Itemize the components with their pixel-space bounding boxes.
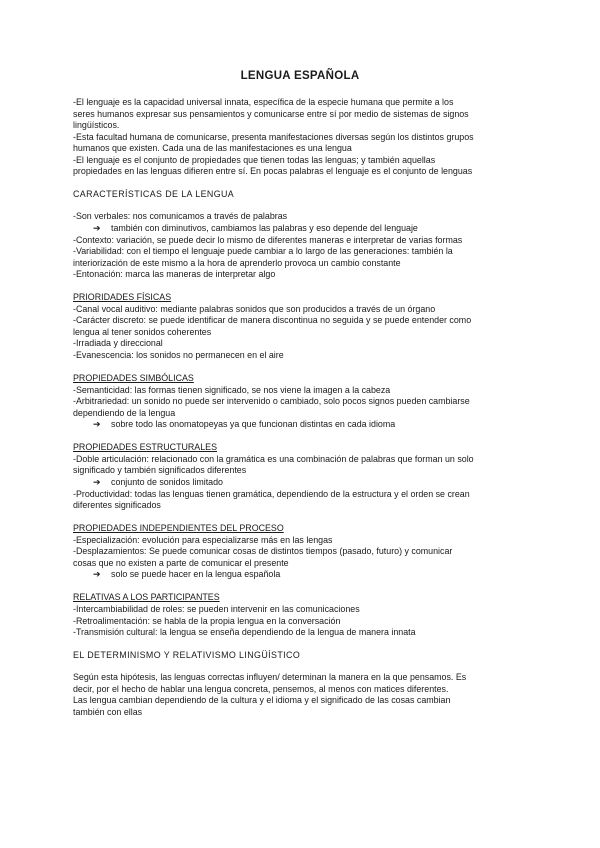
arrow-bullet-icon: ➔ — [93, 419, 101, 430]
arrow-bullet-line — [73, 569, 543, 581]
section-heading: PROPIEDADES INDEPENDIENTES DEL PROCESO — [73, 523, 284, 534]
text-line: -Doble articulación: relacionado con la gramática es una combinación de palabras que forman un solo — [73, 453, 474, 464]
text-line: -Son verbales: nos comunicamos a través de palabras — [73, 211, 288, 222]
text-line: cosas que no existen a parte de comunicar el presente — [73, 557, 289, 568]
document-body — [73, 97, 543, 718]
text-line: decir, por el hecho de hablar una lengua concreta, pensemos, al menos con matices diferentes. — [73, 683, 449, 694]
text-line: -Intercambiabilidad de roles: se pueden intervenir en las comunicaciones — [73, 604, 360, 615]
text-line: -Retroalimentación: se habla de la propia lengua en la conversación — [73, 615, 341, 626]
text-line: -Arbitrariedad: un sonido no puede ser intervenido o cambiado, solo pocos signos pueden cambiarse — [73, 396, 470, 407]
section-heading: PRIORIDADES FÍSICAS — [73, 292, 172, 303]
section-heading: RELATIVAS A LOS PARTICIPANTES — [73, 592, 220, 603]
text-line: -Carácter discreto: se puede identificar de manera discontinua no seguida y se puede entender como — [73, 315, 472, 326]
arrow-bullet-line — [73, 477, 543, 489]
text-line: -Irradiada y direccional — [73, 338, 163, 349]
text-line: -Entonación: marca las maneras de interpretar algo — [73, 269, 276, 280]
intro-line: propiedades en las lenguas difieren entre sí. En pocas palabras el lenguaje es el conjunto de lenguas — [73, 166, 473, 177]
text-line: -Canal vocal auditivo: mediante palabras sonidos que son producidos a través de un órgano — [73, 303, 436, 314]
text-line: significado y también significados diferentes — [73, 465, 247, 476]
text-line: interiorización de este mismo a la hora de aprenderlo provoca un cambio constante — [73, 257, 401, 268]
spacer — [73, 581, 543, 593]
spacer — [73, 639, 543, 651]
arrow-bullet-icon: ➔ — [93, 477, 101, 487]
spacer — [73, 512, 543, 524]
section-heading: PROPIEDADES SIMBÓLICAS — [73, 373, 194, 384]
spacer — [73, 281, 543, 293]
intro-line: seres humanos expresar sus pensamientos y comunicarse entre sí por medio de sistemas de signos — [73, 108, 469, 119]
intro-line: -El lenguaje es la capacidad universal innata, específica de la especie humana que permite a los — [73, 97, 454, 107]
text-line: -Evanescencia: los sonidos no permanecen en el aire — [73, 349, 284, 360]
bullet-text: conjunto de sonidos limitado — [111, 477, 223, 487]
text-line: lengua al tener sonidos coherentes — [73, 326, 212, 337]
text-line: -Transmisión cultural: la lengua se enseña dependiendo de la lengua de manera innata — [73, 627, 416, 638]
bullet-text: también con diminutivos, cambiamos las palabras y eso depende del lenguaje — [111, 222, 418, 233]
spacer — [73, 201, 543, 212]
text-line: Las lengua cambian dependiendo de la cultura y el idioma y el significado de las cosas cambian — [73, 695, 451, 706]
text-line: -Contexto: variación, se puede decir lo mismo de diferentes maneras e interpretar de varias formas — [73, 234, 463, 245]
intro-line: humanos que existen. Cada una de las manifestaciones es una lengua — [73, 143, 352, 154]
text-line: también con ellas — [73, 706, 143, 717]
text-line: -Especialización: evolución para especializarse más en las lengas — [73, 534, 333, 545]
section-heading: EL DETERMINISMO Y RELATIVISMO LINGÜÍSTICO — [73, 650, 301, 661]
spacer — [73, 362, 543, 374]
document-title: LENGUA ESPAÑOLA — [240, 70, 360, 82]
intro-line: -Esta facultad humana de comunicarse, presenta manifestaciones diversas según los distintos grupos — [73, 131, 474, 142]
section-heading: CARACTERÍSTICAS DE LA LENGUA — [73, 189, 235, 200]
intro-line: lingüísticos. — [73, 120, 120, 131]
text-line: -Semanticidad: las formas tienen significado, se nos viene la imagen a la cabeza — [73, 384, 391, 395]
intro-line: -El lenguaje es el conjunto de propiedades que tienen todas las lenguas; y también aquellas — [73, 154, 436, 165]
bullet-text: solo se puede hacer en la lengua española — [111, 569, 281, 580]
spacer — [73, 662, 543, 673]
text-line: -Variabilidad: con el tiempo el lenguaje puede cambiar a lo largo de las generaciones: también la — [73, 246, 453, 257]
arrow-bullet-icon: ➔ — [93, 569, 101, 580]
text-line: -Productividad: todas las lenguas tienen gramática, dependiendo de la estructura y el orden se crean — [73, 488, 470, 499]
arrow-bullet-line — [73, 419, 543, 431]
bullet-text: sobre todo las onomatopeyas ya que funcionan distintas en cada idioma — [111, 419, 396, 430]
spacer — [73, 178, 543, 190]
text-line: dependiendo de la lengua — [73, 407, 176, 418]
arrow-bullet-line — [73, 223, 543, 235]
section-heading: PROPIEDADES ESTRUCTURALES — [73, 442, 218, 453]
text-line: Según esta hipótesis, las lenguas correctas influyen/ determinan la manera en la que pensamos. Es — [73, 672, 467, 683]
text-line: -Desplazamientos: Se puede comunicar cosas de distintos tiempos (pasado, futuro) y comunicar — [73, 546, 453, 557]
text-line: diferentes significados — [73, 500, 161, 511]
arrow-bullet-icon: ➔ — [93, 222, 101, 233]
spacer — [73, 431, 543, 443]
